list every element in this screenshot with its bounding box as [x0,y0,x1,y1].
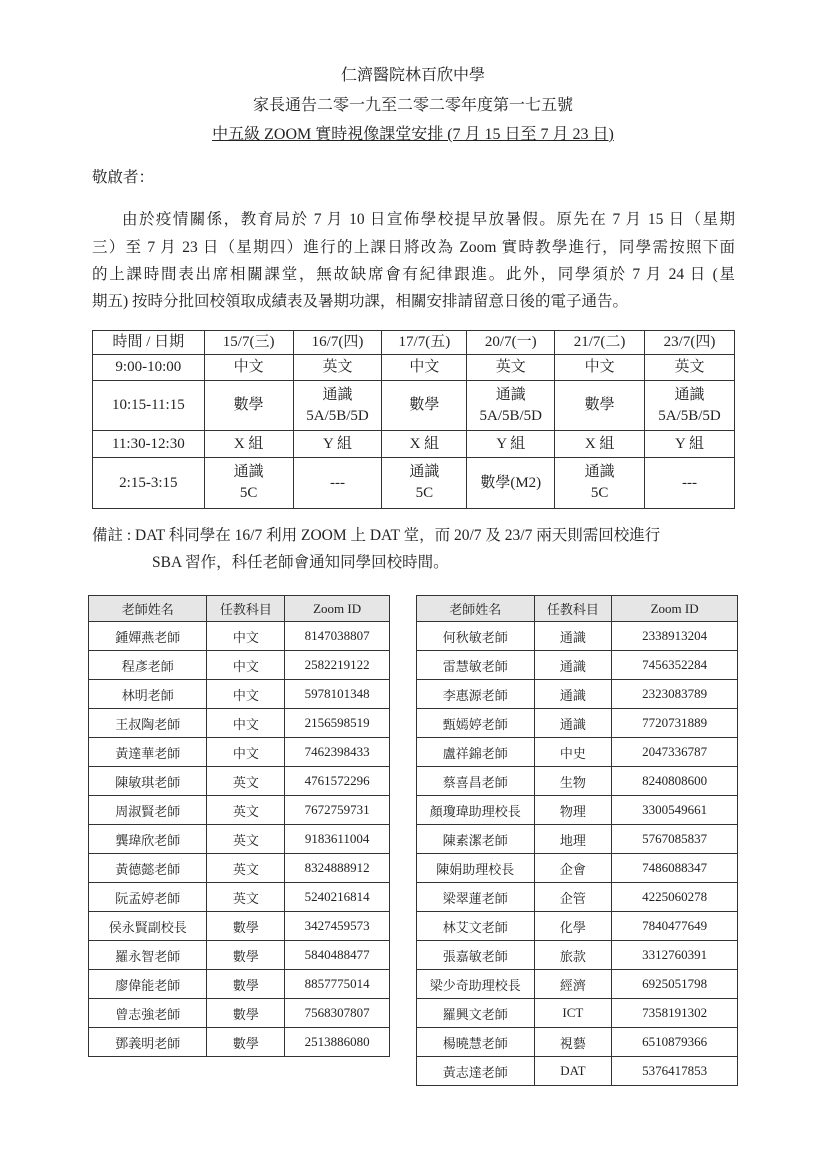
staff-row [417,854,738,883]
schedule-row [93,355,735,381]
zoom-id-cell: 8147038807 [285,622,390,651]
staff-row [417,709,738,738]
subject-cell: 英文 [207,825,285,854]
teacher-name-cell: 雷慧敏老師 [417,651,535,680]
subject-cell: 數學 [207,1028,285,1057]
teacher-name-cell: 鍾嬋燕老師 [89,622,207,651]
time-slot-cell: 2:15-3:15 [93,458,205,509]
school-name: 仁濟醫院林百欣中學 [340,67,485,84]
zoom-id-cell: 7840477649 [612,912,738,941]
staff-row [417,796,738,825]
zoom-id-cell: 8324888912 [285,854,390,883]
lesson-cell: 數學 [555,381,645,431]
teacher-name-cell: 鄧義明老師 [89,1028,207,1057]
staff-row [417,651,738,680]
lesson-cell: 中文 [204,355,293,381]
staff-row [417,680,738,709]
notice-subject [0,121,826,144]
subject-cell: 英文 [207,767,285,796]
teacher-name-cell: 盧祥錦老師 [417,738,535,767]
staff-row [89,883,390,912]
staff-table-right [416,595,738,1086]
zoom-id-cell: 3427459573 [285,912,390,941]
lesson-cell: 中文 [555,355,645,381]
lesson-cell: 數學 [204,381,293,431]
teacher-name-cell: 甄嫣婷老師 [417,709,535,738]
notice-subject-text: 中五級 ZOOM 實時視像課堂安排 (7 月 15 日至 7 月 23 日) [212,126,614,143]
teacher-name-cell: 林艾文老師 [417,912,535,941]
staff-row [89,767,390,796]
zoom-id-cell: 7358191302 [612,999,738,1028]
lesson-cell: 英文 [645,355,735,381]
teacher-name-cell: 黃志達老師 [417,1057,535,1086]
staff-row [89,796,390,825]
subject-cell: 中文 [207,651,285,680]
teacher-name-cell: 王叔陶老師 [89,709,207,738]
teacher-name-cell: 羅永智老師 [89,941,207,970]
schedule-row [93,458,735,509]
subject-cell: 企管 [534,883,612,912]
lesson-cell: 通識 5C [382,458,467,509]
body-line: 的上課時間表出席相關課堂，無故缺席會有紀律跟進。此外，同學須於 7 月 24 日 (星 [92,266,735,283]
staff-row [417,970,738,999]
staff-header-cell: Zoom ID [612,596,738,622]
body-line: 期五) 按時分批回校領取成績表及暑期功課，相關安排請留意日後的電子通告。 [92,293,629,310]
staff-row [89,999,390,1028]
teacher-name-cell: 李惠源老師 [417,680,535,709]
lesson-cell: Y 組 [293,431,382,458]
subject-cell: DAT [534,1057,612,1086]
teacher-name-cell: 林明老師 [89,680,207,709]
lesson-cell: X 組 [204,431,293,458]
staff-row [89,825,390,854]
staff-row [417,912,738,941]
schedule-header-cell: 20/7(一) [467,331,555,355]
subject-cell: 生物 [534,767,612,796]
staff-row [89,854,390,883]
body-line: 由於疫情關係，教育局於 7 月 10 日宣佈學校提早放暑假。原先在 7 月 15 日（星期 [122,211,735,228]
teacher-name-cell: 程彥老師 [89,651,207,680]
staff-row [417,767,738,796]
time-slot-cell: 10:15-11:15 [93,381,205,431]
subject-cell: 物理 [534,796,612,825]
staff-row [417,883,738,912]
teacher-name-cell: 周淑賢老師 [89,796,207,825]
zoom-id-cell: 2582219122 [285,651,390,680]
staff-row [89,709,390,738]
teacher-name-cell: 蔡喜昌老師 [417,767,535,796]
staff-header-row [89,596,390,622]
notice-number: 家長通告二零一九至二零二零年度第一七五號 [252,97,573,114]
staff-row [89,680,390,709]
zoom-id-cell: 4225060278 [612,883,738,912]
schedule-table [92,330,735,509]
lesson-cell: 通識 5C [204,458,293,509]
staff-row [417,1057,738,1086]
subject-cell: 中史 [534,738,612,767]
teacher-name-cell: 顏瓊瑋助理校長 [417,796,535,825]
teacher-name-cell: 陳娟助理校長 [417,854,535,883]
subject-cell: 中文 [207,622,285,651]
subject-cell: 視藝 [534,1028,612,1057]
staff-header-cell: Zoom ID [285,596,390,622]
zoom-id-cell: 5767085837 [612,825,738,854]
staff-row [417,999,738,1028]
subject-cell: 中文 [207,680,285,709]
zoom-id-cell: 6925051798 [612,970,738,999]
lesson-cell: 數學(M2) [467,458,555,509]
lesson-cell: 通識 5C [555,458,645,509]
salutation: 敬啟者： [92,169,155,186]
teacher-name-cell: 梁翠蓮老師 [417,883,535,912]
staff-row [89,970,390,999]
zoom-id-cell: 2323083789 [612,680,738,709]
zoom-id-cell: 5240216814 [285,883,390,912]
subject-cell: 通識 [534,651,612,680]
lesson-cell: 中文 [382,355,467,381]
zoom-id-cell: 7456352284 [612,651,738,680]
staff-row [89,651,390,680]
staff-table-left [88,595,390,1057]
teacher-name-cell: 曾志強老師 [89,999,207,1028]
schedule-header-cell: 21/7(二) [555,331,645,355]
subject-cell: 數學 [207,970,285,999]
zoom-id-cell: 7486088347 [612,854,738,883]
schedule-header-cell: 時間 / 日期 [93,331,205,355]
staff-header-cell: 老師姓名 [89,596,207,622]
lesson-cell: 通識 5A/5B/5D [293,381,382,431]
staff-row [417,622,738,651]
lesson-cell: Y 組 [645,431,735,458]
subject-cell: 企會 [534,854,612,883]
zoom-id-cell: 3300549661 [612,796,738,825]
time-slot-cell: 9:00-10:00 [93,355,205,381]
zoom-id-cell: 7568307807 [285,999,390,1028]
teacher-name-cell: 張嘉敏老師 [417,941,535,970]
lesson-cell: X 組 [555,431,645,458]
zoom-id-cell: 2513886080 [285,1028,390,1057]
subject-cell: 數學 [207,912,285,941]
zoom-id-cell: 5840488477 [285,941,390,970]
zoom-id-cell: 9183611004 [285,825,390,854]
schedule-header-cell: 16/7(四) [293,331,382,355]
staff-row [89,941,390,970]
subject-cell: 旅款 [534,941,612,970]
zoom-id-cell: 2047336787 [612,738,738,767]
zoom-id-cell: 5376417853 [612,1057,738,1086]
lesson-cell: Y 組 [467,431,555,458]
staff-row [89,1028,390,1057]
lesson-cell: 通識 5A/5B/5D [645,381,735,431]
staff-row [417,825,738,854]
schedule-header-row [93,331,735,355]
subject-cell: 地理 [534,825,612,854]
subject-cell: 化學 [534,912,612,941]
teacher-name-cell: 龔瑋欣老師 [89,825,207,854]
subject-cell: 通識 [534,680,612,709]
zoom-id-cell: 8240808600 [612,767,738,796]
zoom-id-cell: 2156598519 [285,709,390,738]
zoom-id-cell: 7672759731 [285,796,390,825]
staff-header-cell: 老師姓名 [417,596,535,622]
teacher-name-cell: 陳敏琪老師 [89,767,207,796]
zoom-id-cell: 5978101348 [285,680,390,709]
subject-cell: 通識 [534,709,612,738]
lesson-cell: 通識 5A/5B/5D [467,381,555,431]
lesson-cell: X 組 [382,431,467,458]
staff-header-cell: 任教科目 [534,596,612,622]
teacher-name-cell: 黃達華老師 [89,738,207,767]
staff-row [417,738,738,767]
subject-cell: 英文 [207,854,285,883]
zoom-id-cell: 4761572296 [285,767,390,796]
subject-cell: 英文 [207,796,285,825]
lesson-cell: --- [293,458,382,509]
teacher-name-cell: 梁少奇助理校長 [417,970,535,999]
zoom-id-cell: 2338913204 [612,622,738,651]
teacher-name-cell: 羅興文老師 [417,999,535,1028]
time-slot-cell: 11:30-12:30 [93,431,205,458]
staff-row [89,912,390,941]
note-line-1: 備註 : DAT 科同學在 16/7 利用 ZOOM 上 DAT 堂，而 20/7 及 23/7 兩天則需回校進行 [92,527,661,544]
teacher-name-cell: 楊曉慧老師 [417,1028,535,1057]
subject-cell: 經濟 [534,970,612,999]
staff-header-row [417,596,738,622]
lesson-cell: 數學 [382,381,467,431]
staff-row [417,941,738,970]
schedule-header-cell: 17/7(五) [382,331,467,355]
staff-row [89,622,390,651]
teacher-name-cell: 陳素潔老師 [417,825,535,854]
teacher-name-cell: 阮孟婷老師 [89,883,207,912]
subject-cell: 中文 [207,709,285,738]
teacher-name-cell: 黃德懿老師 [89,854,207,883]
staff-row [89,738,390,767]
subject-cell: 中文 [207,738,285,767]
lesson-cell: --- [645,458,735,509]
subject-cell: 通識 [534,622,612,651]
schedule-header-cell: 15/7(三) [204,331,293,355]
zoom-id-cell: 7462398433 [285,738,390,767]
teacher-name-cell: 何秋敏老師 [417,622,535,651]
subject-cell: 數學 [207,999,285,1028]
subject-cell: 英文 [207,883,285,912]
zoom-id-cell: 7720731889 [612,709,738,738]
zoom-id-cell: 3312760391 [612,941,738,970]
body-line: 三）至 7 月 23 日（星期四）進行的上課日將改為 Zoom 實時教學進行，同學需按照下面 [92,239,735,256]
lesson-cell: 英文 [467,355,555,381]
schedule-row [93,381,735,431]
staff-header-cell: 任教科目 [207,596,285,622]
teacher-name-cell: 侯永賢副校長 [89,912,207,941]
schedule-header-cell: 23/7(四) [645,331,735,355]
subject-cell: ICT [534,999,612,1028]
lesson-cell: 英文 [293,355,382,381]
note-line-2: SBA 習作，科任老師會通知同學回校時間。 [152,554,449,571]
teacher-name-cell: 廖偉能老師 [89,970,207,999]
zoom-id-cell: 8857775014 [285,970,390,999]
zoom-id-cell: 6510879366 [612,1028,738,1057]
subject-cell: 數學 [207,941,285,970]
staff-row [417,1028,738,1057]
schedule-row [93,431,735,458]
